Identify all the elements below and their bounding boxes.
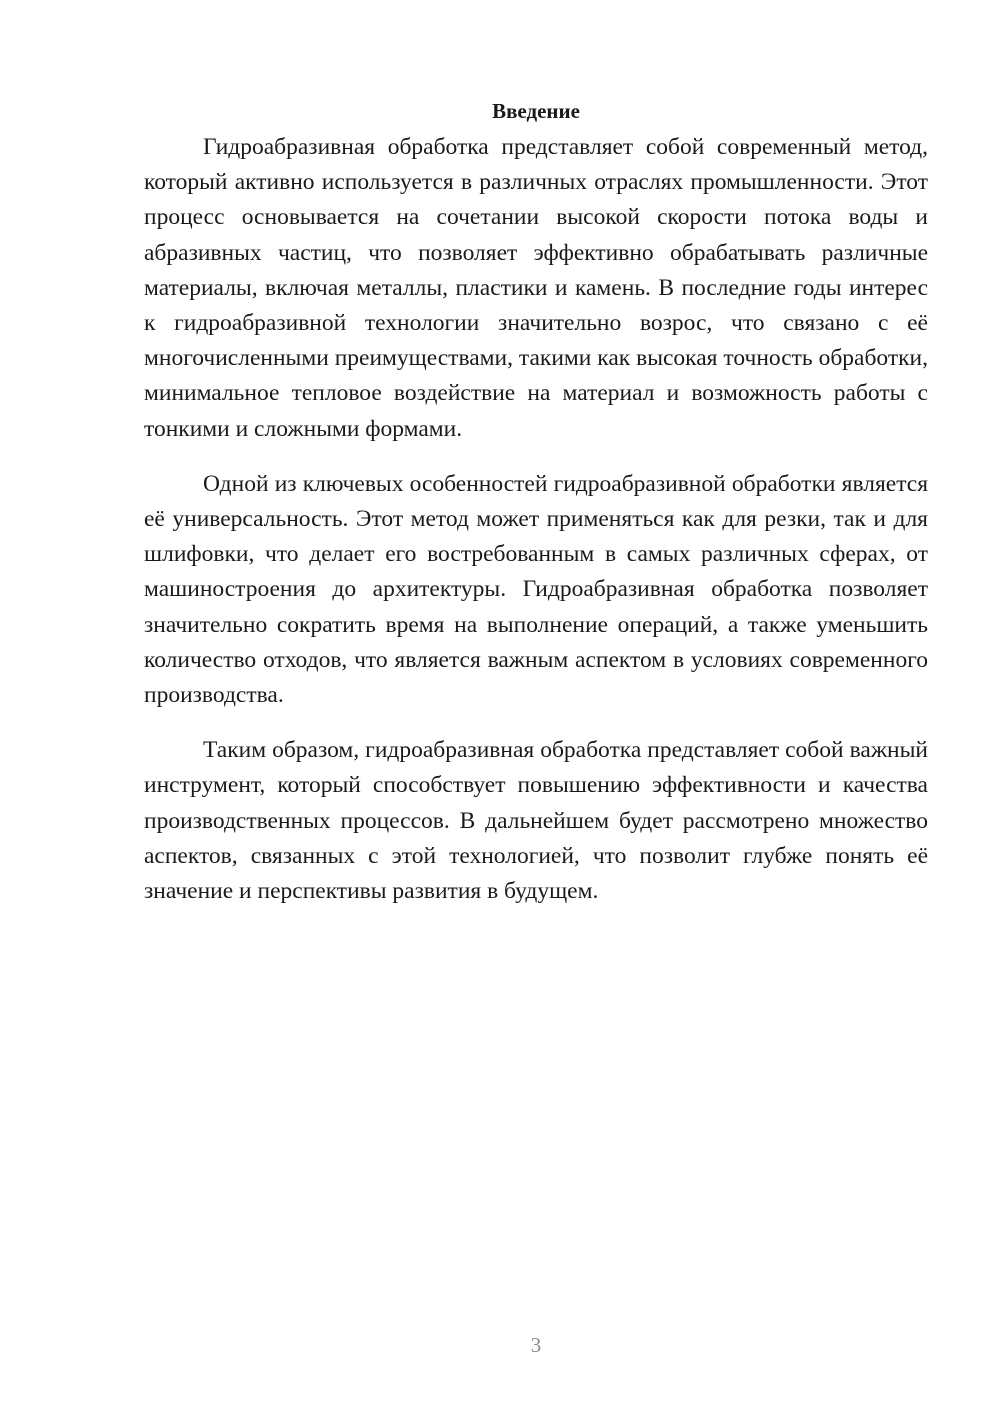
page-number: 3 <box>530 1333 542 1357</box>
paragraph-2: Одной из ключевых особенностей гидроабразивной обработки является её универсальность. Этот метод может применяться как для резки, так и для шлифовки, что делает его востребованным в самых различных сферах, от машиностроения до архитектуры. Гидроабразивная обработка позволяет значительно сократить время на выполнение операций, а также уменьшить количество отходов, что является важным аспектом в условиях современного производства. <box>144 470 928 709</box>
page-content <box>144 96 928 929</box>
paragraph-1: Гидроабразивная обработка представляет собой современный метод, который активно используется в различных отраслях промышленности. Этот процесс основывается на сочетании высокой скорости потока воды и абразивных частиц, что позволяет эффективно обрабатывать различные материалы, включая металлы, пластики и камень. В последние годы интерес к гидроабразивной технологии значительно возрос, что связано с её многочисленными преимуществами, такими как высокая точность обработки, минимальное тепловое воздействие на материал и возможность работы с тонкими и сложными формами. <box>144 134 928 442</box>
section-heading: Введение <box>492 99 580 123</box>
paragraph-3: Таким образом, гидроабразивная обработка представляет собой важный инструмент, который способствует повышению эффективности и качества производственных процессов. В дальнейшем будет рассмотрено множество аспектов, связанных с этой технологией, что позволит глубже понять её значение и перспективы развития в будущем. <box>144 737 928 905</box>
